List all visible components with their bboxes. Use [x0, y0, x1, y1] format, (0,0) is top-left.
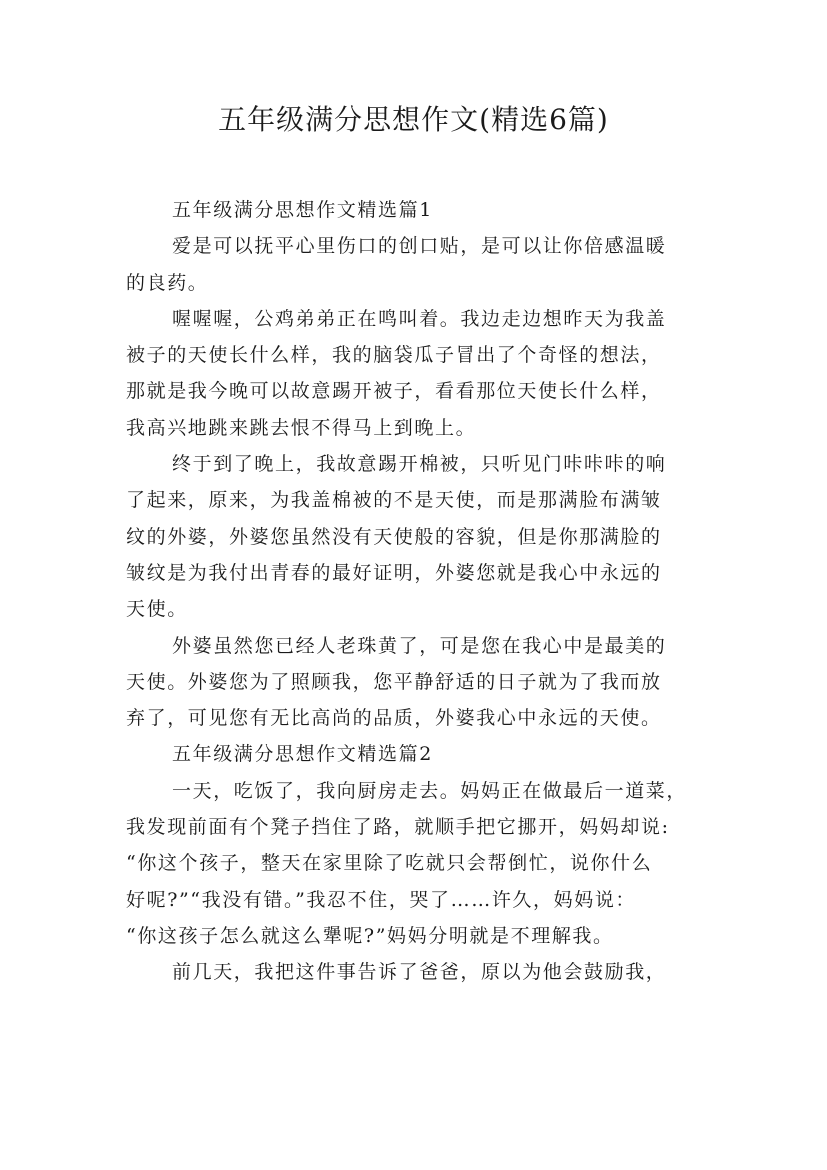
paragraph-first-line: 外婆虽然您已经人老珠黄了，可是您在我心中是最美的 [172, 634, 667, 657]
document-body [126, 192, 716, 991]
paragraph-line: 纹的外婆，外婆您虽然没有天使般的容貌，但是你那满脸的 [126, 525, 662, 548]
paragraph-line: 我发现前面有个凳子挡住了路，就顺手把它挪开，妈妈却说: [126, 816, 670, 839]
paragraph-first-line: 五年级满分思想作文精选篇2 [172, 743, 433, 766]
paragraph-first-line: 喔喔喔，公鸡弟弟正在鸣叫着。我边走边想昨天为我盖 [172, 307, 667, 330]
paragraph-first-line: 一天，吃饭了，我向厨房走去。妈妈正在做最后一道菜， [172, 779, 688, 802]
paragraph-line: 天使。 [126, 598, 188, 621]
paragraph-line: “你这孩子怎么就这么犟呢?”妈妈分明就是不理解我。 [126, 924, 614, 947]
paragraph-first-line: 爱是可以抚平心里伤口的创口贴，是可以让你倍感温暖 [172, 235, 667, 258]
paragraph-line: 的良药。 [126, 271, 209, 294]
paragraph-line: 好呢?”“我没有错。”我忍不住，哭了……许久，妈妈说： [126, 888, 637, 911]
paragraph-line: 了起来，原来，为我盖棉被的不是天使，而是那满脸布满皱 [126, 489, 662, 512]
paragraph-first-line: 终于到了晚上，我故意踢开棉被，只听见门咔咔咔的响 [172, 453, 667, 476]
paragraph-line: 弃了，可见您有无比高尚的品质，外婆我心中永远的天使。 [126, 707, 662, 730]
document-title: 五年级满分思想作文(精选6篇) [218, 103, 609, 136]
paragraph-line: 我高兴地跳来跳去恨不得马上到晚上。 [126, 416, 477, 439]
paragraph-line: 皱纹是为我付出青春的最好证明，外婆您就是我心中永远的 [126, 561, 662, 584]
paragraph-line: 那就是我今晚可以故意踢开被子，看看那位天使长什么样， [126, 380, 662, 403]
paragraph-line: 被子的天使长什么样，我的脑袋瓜子冒出了个奇怪的想法， [126, 344, 662, 367]
paragraph-first-line: 前几天，我把这件事告诉了爸爸，原以为他会鼓励我， [172, 961, 667, 984]
paragraph-line: 天使。外婆您为了照顾我，您平静舒适的日子就为了我而放 [126, 670, 662, 693]
paragraph-first-line: 五年级满分思想作文精选篇1 [172, 199, 433, 221]
paragraph-line: “你这个孩子，整天在家里除了吃就只会帮倒忙，说你什么 [126, 852, 653, 875]
